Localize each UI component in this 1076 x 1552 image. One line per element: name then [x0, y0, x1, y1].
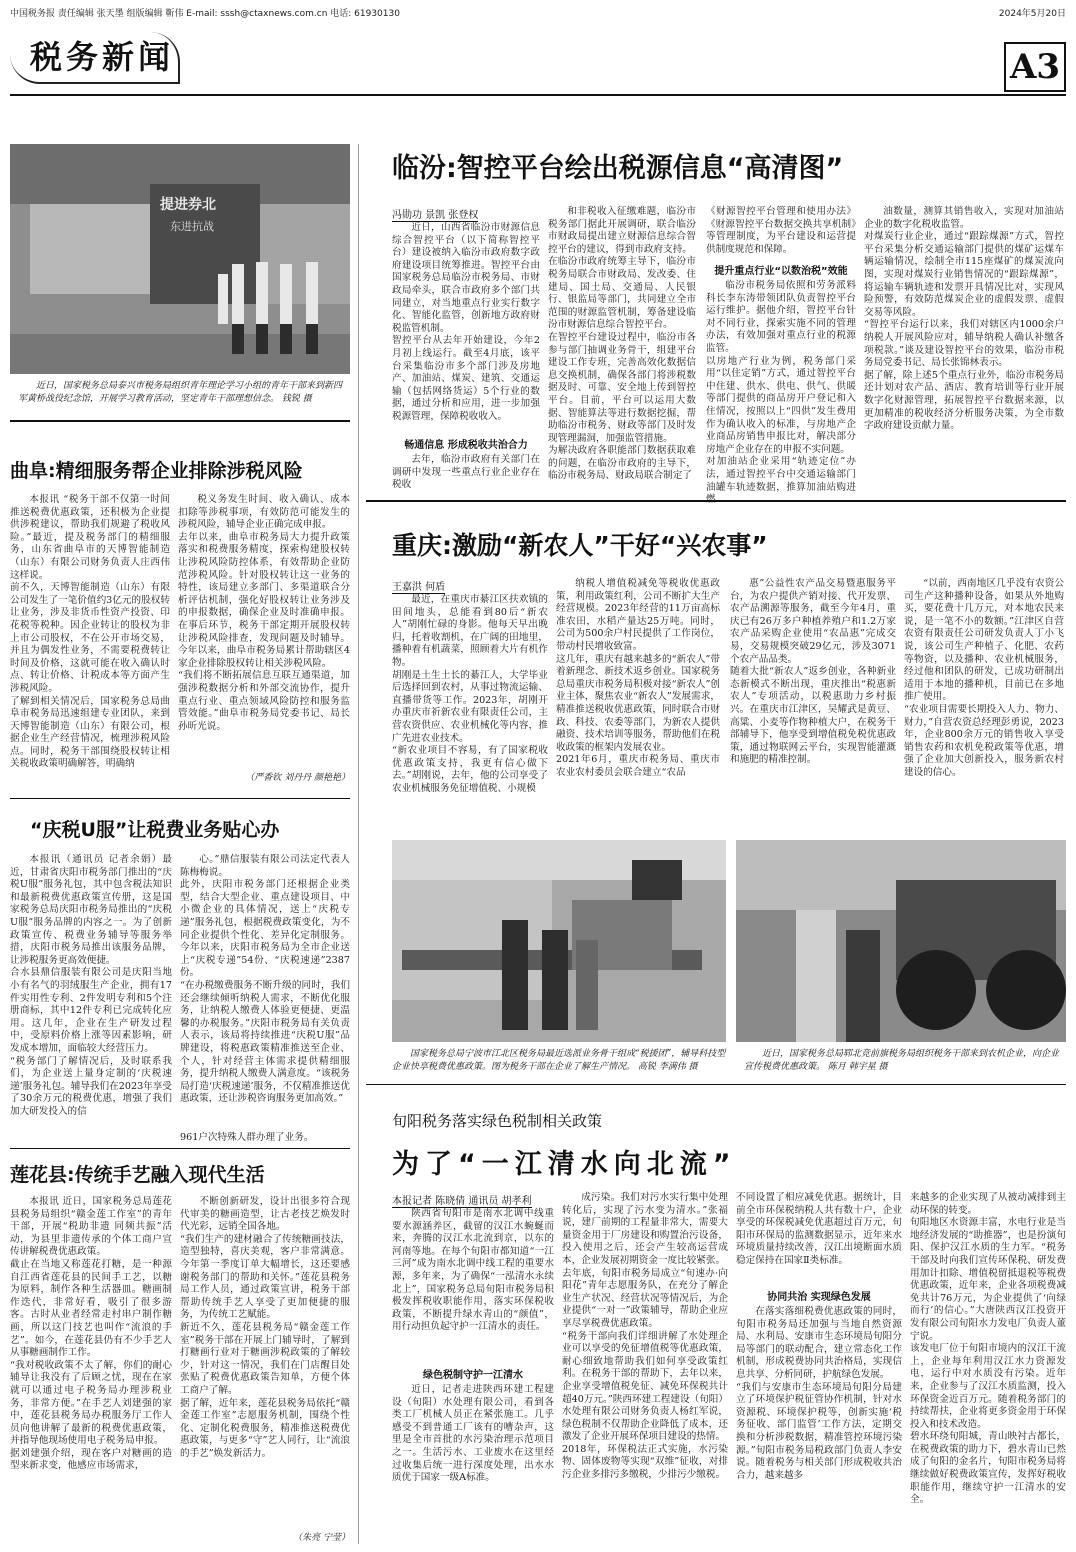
text-qingyang-col2: 心。”鼎信服装有限公司法定代表人陈梅梅说。 此外，庆阳市税务部门还根据企业类型，结合大型企业、重点建设项目、中小微企业的具体情况，送上“庆税专递”服务礼包，根据税费政策变化，为不同企业提供个性化、差异化定制服务。今年以来，庆阳市税务局为全市企业送上“庆税专递”54份、“庆税速递”2387份。 “在办税缴费服务不断升级的同时，我们还会继续倾听纳税人需求，不断优化服务，让纳税人缴费人体验更便捷、更温馨的办税服务。”庆阳市税务局有关负责人表示，该局将持续推进“庆税U服”品牌建设，将税惠政策精准推送至企业、个人，针对经营主体需求提供精细服务，提升纳税人缴费人满意度。“该税务局打造‘庆税速递’服务，不仅精准推送优惠政策，还让涉税咨询服务更加高效。”	[180, 854, 350, 1105]
byline-xunyang: 本报记者 陈晓倩 通讯员 胡孝利	[392, 1192, 532, 1208]
headline-chongqing: 重庆:激励“新农人”干好“兴农事”	[392, 531, 768, 560]
byline-chongqing: 王嘉洪 何盾	[392, 578, 445, 594]
photo1-sign-2: 东进抗战	[170, 220, 214, 233]
masthead-info: 中国税务报 责任编辑 张天墨 组版编辑 靳伟 E-mail: sssh@ctaxnews.com.cn 电话: 61930130	[10, 9, 400, 19]
rule-xunyang	[366, 1084, 1066, 1085]
text-xunyang-col3b: 在落实落细税费优惠政策的同时，旬阳市税务局还加强与当地自然资源局、水利局、安康市生态环境局旬阳分局等部门的联动配合，建立常态化工作机制，形成税费协同共治格局，实现信息共享、分析同研，护航绿色发展。 “我们与安康市生态环境局旬阳分局建立了环境保护税征管协作机制，针对水资源税、环境保护税等，创新实施‘税务征收、部门监管’工作方法，定期交换和分析涉税数据，精准管控环境污染源。”旬阳市税务局税政部门负责人李安说。随着税务与相关部门形成税收共治合力，越来越多	[736, 1306, 902, 1481]
column-divider	[358, 144, 359, 1544]
text-qingyang-col2b: 961户次特殊人群办理了业务。	[180, 1132, 314, 1143]
credit-qufu: （严香钦 刘丹丹 颜艳艳）	[245, 773, 350, 783]
rule-lianhua	[10, 1148, 350, 1149]
rule-chongqing	[366, 500, 1066, 502]
text-xunyang-col1: 陕西省旬阳市是南水北调中线重要水源涵养区，截留的汉江水蜿蜒而来，奔腾的汉江水北流到京，以东的河南等地。在每个旬阳市都知道“一江三河”成为南水北调中线工程的重要水源，多年来，为了确保“一泓清水永续北上”，国家税务总局旬阳市税务局积极发挥税收职能作用，落实环保税收政策，不断提升绿水青山的“颜值”，用行动担负起守护一江清水的责任。	[392, 1208, 554, 1333]
photo-memorial-visit	[10, 144, 350, 374]
text-qingyang-col1: 本报讯（通讯员 记者余娟）最近，甘肃省庆阳市税务部门推出的“庆税U服”服务礼包，其中包含税法知识和最新税费优惠政策宣传册，这是国家税务总局庆阳市税务局推出的“庆税U服”服务品牌的内容之一。为了创新政策宣传、税费业务辅导等服务举措，庆阳市税务局推出该服务品牌，让涉税服务更高效便捷。 合水县鼎信服装有限公司是庆阳当地小有名气的羽绒服生产企业，拥有17件实用性专利、2件发明专利和5个注册商标，其中12件专利已完成转化应用。这几年，企业在生产研发过程中，受原料价格上涨等因素影响，研发成本增加，面临较大经营压力。 “税务部门了解情况后，及时联系我们，为企业送上量身定制的‘庆税速递’服务礼包。辅导我们在2023年享受了30余万元的税费优惠，增强了我们加大研发投入的信	[10, 854, 172, 1117]
text-linfen-col4: 油数量，测算其销售收入，实现对加油站企业的数字化税收监管。 对煤炭行业企业，通过“跟踪煤源”方式，智控平台采集分析交通运输部门提供的煤矿运煤车辆运输情况，绘制全市115座煤矿的煤炭流向图，实现对煤炭行业销售情况的“跟踪煤源”，将运输车辆轨迹和发票开具情况比对，实现风险预警，有效防范煤炭企业的虚假发票、虚假交易等风险。 “智控平台运行以来，我们对辖区内1000余户纳税人开展风险应对，辅导纳税人确认补缴各项税款。”谈及建设智控平台的效果，临汾市税务局党委书记、局长张锦林表示。 据了解，除上述5个重点行业外，临汾市税务局还计划对农产品、酒店、教育培训等行业开展数字化财源管理，拓展智控平台数据来源，以更加精准的税收经济分析服务决策，为全市数字政府建设贡献力量。	[864, 206, 1064, 432]
photo-farm-machinery	[736, 840, 1066, 1042]
photo-factory-visit-image	[392, 840, 726, 1042]
photo-memorial-visit-image	[10, 144, 350, 374]
subhead-xunyang-2: 协同共治 实现绿色发展	[767, 1292, 871, 1303]
rule-qingyang	[10, 798, 350, 799]
text-lianhua-col2: 不断创新研发，设计出很多符合现代审美的糖画造型，让古老技艺焕发时代光彩，远销全国各地。 “我们生产的建材融合了传统糖画技法，造型独特，喜庆美观，客户非常满意。今年第一季度订单大幅增长，这还要感谢税务部门的帮助和关怀。”莲花县税务局工作人员，通过政策宣讲，税务干部帮助传统手艺人享受了更加便捷的服务，为传统工艺赋能。 新近不久，莲花县税务局“赣金莲工作室”税务干部在开展上门辅导时，了解到打糖画行业对于糖画涉税政策的了解较少，针对这一情况，我们在门店醒目处张贴了税费优惠政策告知单，方便个体工商户了解。 据了解，近年来，莲花县税务局依托“赣金莲工作室”志愿服务机制，围绕个性化、定制化税费服务，精准推送税费优惠政策，与更多“守”艺人同行，让“流浪的手艺”焕发新活力。	[180, 1196, 350, 1459]
subhead-xunyang-1: 绿色税制守护一江清水	[423, 1370, 523, 1381]
masthead-line	[10, 6, 1066, 20]
headline-linfen: 临汾:智控平台绘出税源信息“高清图”	[392, 153, 844, 184]
photo3-caption: 近日，国家税务总局郓北竞前旗税务局组织税务干部来到农机企业，向企业宣传税费优惠政策。 陈月 韩宇星 摄	[744, 1049, 1060, 1072]
photo-factory-visit	[392, 840, 726, 1042]
text-linfen-col3: 《财源智控平台管理和使用办法》《财源智控平台数据交换共享机制》等管理制度，为平台建设和运营提供制度规范和保障。	[706, 206, 856, 255]
text-linfen-col1b: 去年，临汾市政府有关部门在调研中发现一些重点行业企业存在税收	[392, 454, 540, 491]
headline-qingyang: “庆税U服”让税费业务贴心办	[30, 819, 280, 841]
section-header	[10, 24, 1066, 96]
text-xunyang-col4: 来越多的企业实现了从被动减排到主动环保的转变。 旬阳地区水资源丰富，水电行业是当地经济发展的“助推器”，也是扮演旬阳、保护汉江水质的生力军。“税务干部及时向我们宣传环保税、研发费用加计扣除、增值税留抵退税等税费优惠政策，近年来，企业各项税费减免共计76万元，为企业提供了‘向绿而行’的信心。”大唐陕西汉江投资开发有限公司旬阳水力发电厂负责人董宁说。 该发电厂位于旬阳市境内的汉江干流上，企业每年利用汉江水力资源发电，运行中对水质没有污染。近年来，企业参与了汉江水质监测，投入环保资金近百万元。随着税务部门的持续帮扶，企业将更多资金用于环保投入和技术改造。 碧水环绕旬阳城，青山映衬古都长，在税费政策的助力下，碧水青山已然成了旬阳的金名片，旬阳市税务局将继续做好税费政策宣传，发挥好税收职能作用，继续守护一江清水的安全。	[910, 1192, 1066, 1506]
text-chongqing-col1: 最近，在重庆市綦江区扶欢镇的田间地头，总能看到80后“新农人”胡刚忙碌的身影。他每天早出晚归，托着收割机，在广阔的田地里，播种着有机蔬菜，照顾着大片有机作物。 胡刚是土生土长的綦江人，大学毕业后选择回到农村，从事过物流运输、直播带货等工作。2023年，胡刚开办重庆市祈新农业有限责任公司，主营农资供应、农业机械化等内容，推广先进农业技术。 “新农业项目不容易，有了国家税收优惠政策支持，我更有信心做下去。”胡刚说，去年，他的公司享受了农业机械服务免征增值税、小规模	[392, 594, 548, 794]
page-number: A3	[1004, 42, 1066, 92]
photo1-sign-1: 提进券北	[160, 197, 216, 213]
text-lianhua-col1: 本报讯 近日，国家税务总局莲花县税务局组织“赣金莲工作室”的青年干部，开展“税助非遗 同频共振”活动，为县里非遗传承的个体工商户宣传讲解税费优惠政策。 截止在当地又称莲花打糖，是一种源自江西省莲花县的民间手工艺，以糖为原料，制作各种生活器皿。糖画制作迭代，非常好看，吸引了很多游客。古时从业者经常走村串户制作糖画，所以这门技艺也叫作“流浪的手艺”。如今，在莲花县仍有不少手艺人从事糖画制作工作。 “我对税收政策不太了解，你们的耐心辅导让我没有了后顾之忧，现在在家就可以通过电子税务局办理涉税业务，非常方便。”在手艺人刘建强的家中，莲花县税务局办税服务厅工作人员向他讲解了最新的税费优惠政策，并指导他现场使用电子税务局申报。 据刘建强介绍，现在客户对糖画的造型来新求变，他感应市场需求，	[10, 1196, 172, 1472]
byline-linfen: 冯勋功 景凯 张登权	[392, 206, 478, 222]
text-qufu-col2: 税义务发生时间、收入确认、成本扣除等涉税事项，有效防范可能发生的涉税风险，辅导企业正确完成申报。 去年以来，曲阜市税务局大力提升政策落实和税费服务精度，探索构建股权转让涉税风险防控体系，有效帮助企业防范涉税风险。针对股权转让这一业务的特性，该局建立多部门、多渠道联合分析评估机制，强化好股权转让业务涉及的申报数据，确保企业及时准确申报。在事后环节，税务干部定期开展股权转让涉税风险排查，发现问题及时辅导。今年以来，曲阜市税务局累计帮助辖区4家企业排除股权转让相关涉税风险。 “我们将不断拓展信息互联互通渠道，加强涉税数据分析和外部交流协作，提升重点行业、重点领域风险防控和服务监管效能。”曲阜市税务局党委书记、局长孙昕光说。	[178, 494, 350, 732]
section-title: 税务新闻	[30, 38, 175, 76]
text-chongqing-col2: 纳税人增值税减免等税收优惠政策，利用政策红利，公司不断扩大生产经营规模。2023年经营的11万亩高标准农田，水稻产量达25万吨。同时，公司为500余户村民提供了工作岗位，带动村民增收致富。 这几年，重庆有越来越多的“新农人”带着新理念、新技术返乡创业。国家税务总局重庆市税务局积极对接“新农人”创业主体，聚焦农业“新农人”发展需求，精准推送税收优惠政策，同时联合市财政、科技、农委等部门，为新农人提供融资、技术培训等服务，帮助他们在税收政策的框架内发展农业。 2021年6月，重庆市税务局、重庆市农业农村委员会联合建立“农品	[556, 578, 720, 778]
photo2-caption: 国家税务总局宁波市江北区税务局最近选派业务骨干组成“税援团”，辅导科技型企业快享税费优惠政策。图为税务干部在企业了解生产情况。 高锐 李满伟 摄	[392, 1049, 726, 1072]
text-chongqing-col4: “以前，西南地区几乎没有农资公司生产这种播种设备，如果从外地购买，要花费十几万元，对本地农民来说，是一笔不小的数额。”江津区自营农资有限责任公司研发负责人丁小飞说，该公司生产种植子、化肥、农药等物资，以及播种、农业机械服务，经过他和团队的研发，已成功研制出适用于本地的播种机，目前已在多地推广使用。 “农业项目需要长期投入人力、物力、财力，”自营农资总经理彭勇说，2023年，企业800余万元的销售收入享受销售农药和农机免税政策等优惠，增强了企业加大创新投入，服务新农村建设的信心。	[904, 578, 1064, 778]
headline-lianhua: 莲花县:传统手艺融入现代生活	[10, 1164, 265, 1186]
headline-qufu: 曲阜:精细服务帮企业排除涉税风险	[10, 460, 303, 482]
text-xunyang-col2: 成污染。我们对污水实行集中处理转化后，实现了污水变为清水。”张福说，建厂前期的工程量非常大，需要大量资金用于厂房建设和购置治污设备，投入使用之后，还会产生较高运营成本，企业发展初期资金一度比较紧张。 去年底，旬阳市税务局成立“旬速办·向阳花”青年志愿服务队，在充分了解企业生产状况、经营状况等情况后，为企业提供“一对一”政策辅导，帮助企业应享尽享税费优惠政策。 “税务干部向我们详细讲解了水处理企业可以享受的免征增值税等优惠政策，耐心细致地帮助我们如何享受政策红利。在税务干部的帮助下，去年以来，企业享受增值税免征、减免环保税共计超40万元。”陕西环建工程建设（旬阳）水处理有限公司财务负责人杨红军说，绿色税制不仅帮助企业降低了成本，还激发了企业开展环保项目建设的热情。 2018年，环保税法正式实施，水污染物、固体废物等实现“双维”征收，对排污企业多排污多缴税，少排污少缴税。	[562, 1192, 728, 1481]
kicker-xunyang: 旬阳税务落实绿色税制相关政策	[392, 1112, 603, 1130]
text-linfen-col2: 和非税收入征缴难题，临汾市税务部门据此开展调研，联合临汾市财政局提出建立财源信息综合智控平台的建议，得到市政府支持。 在临汾市政府统筹主导下，临汾市税务局联合市财政局、发改委、住建局、国土局、交通局、人民银行、银监局等部门，共同建立全市范围的财源监管机制，筹备建设临汾市财源信息综合智控平台。 在智控平台建设过程中，临汾市各参与部门抽调业务骨干，组建平台建设工作专班，完善高效化数据信息交换机制，确保各部门将涉税数据及时、可靠、安全地上传到智控平台。目前，平台可以运用大数据、智能算法等进行数据挖掘，帮助临汾市税务、财政等部门及时发现管理漏洞，加强监管措施。 为解决政府各职能部门数据获取难的问题，在临汾市政府的主导下，临汾市税务局、财政局联合制定了	[548, 206, 696, 482]
subhead-linfen-1: 畅通信息 形成税收共治合力	[404, 440, 528, 451]
rule-qufu	[10, 420, 350, 422]
photo1-caption: 近日，国家税务总局泰兴市税务局组织青年理论学习小组的青年干部来到新四军黄桥战役纪念馆，开展学习教育活动，坚定青年干部理想信念。 钱锐 摄	[18, 381, 343, 404]
credit-lianhua: （朱亮 宁莹）	[293, 1533, 350, 1543]
masthead-date: 2024年5月20日	[998, 9, 1066, 19]
headline-xunyang: 为了“一江清水向北流”	[392, 1149, 737, 1180]
text-linfen-col1: 近日，山西省临汾市财源信息综合智控平台（以下简称智控平台）建设被纳入临汾市政府数字政府建设项目统筹推进。智控平台由国家税务总局临汾市税务局、市财政局牵头，联合市政府多个部门共同建立，对当地重点行业实行数字化、智能化监管，创新地方政府财税监管机制。 智控平台从去年开始建设，今年2月初上线运行。截至4月底，该平台采集临汾市多个部门涉及房地产、加油站、煤炭、建筑、交通运输（包括网络货运）5个行业的数据，通过分析和应用，进一步加强税源管理，保障税收收入。	[392, 222, 540, 422]
text-qufu-col1: 本报讯 “税务干部不仅第一时间推送税费优惠政策，还积极为企业提供涉税建议，帮助我们规避了税收风险。”最近，提及税务部门的精细服务，山东省曲阜市的天博智能制造（山东）有限公司财务负责人庄西伟这样说。 前不久，天博智能制造（山东）有限公司发生了一笔价值约3亿元的股权转让业务，涉及非货币性资产投资、印花税等税种。因企业转让的股权为非上市公司股权，不在公开市场交易，并且为偶发性业务，不需要税费转让时间及价格，这就可能在收入确认时点、转让价格、计税成本等方面产生涉税风险。 了解到相关情况后，国家税务总局曲阜市税务局迅速组建专业团队，来到天博智能制造（山东）有限公司，根据企业生产经营情况，梳理涉税风险点。同时，税务干部围绕股权转让相关税收政策明确解答，明确纳	[10, 494, 170, 770]
text-linfen-col3b: 临汾市税务局依照和劳务派料科长李东涛带领团队负责智控平台运行维护。据他介绍，智控平台针对不同行业，探索实施不同的管理办法，有效加强对重点行业的税源监管。 以房地产行业为例，税务部门采用“以住定销”方式，通过智控平台中住建、供水、供电、供气、供暖等部门提供的商品房开户登记和入住情况，按照以上“四供”发生费用作为确认收入的标准，与房地产企业商品房销售申报比对，解决部分房地产企业存在的申报不实问题。 对加油站企业采用“轨迹定位”办法，通过智控平台中交通运输部门油罐车轨迹数据，推算加油站购进	[706, 280, 856, 493]
text-xunyang-col3: 不同设置了相应减免优惠。据统计，目前全市环保税纳税人共有数十户，企业享受的环保税减免优惠超过百万元，旬阳市环保局的监测数据显示，近年来水环境质量持续改善，汉江出境断面水质稳定保持在国家Ⅱ类标准。	[736, 1192, 902, 1266]
photo-farm-machinery-image	[736, 840, 1066, 1042]
text-chongqing-col3: 惠”公益性农产品交易暨惠服务平台，为农户提供产销对接、代开发票、农产品溯源等服务，截至今年4月，重庆已有26万多户种植养殖户和1.2万家农产品采购企业使用“农品惠”完成交易，交易规模突破29亿元，涉及3071个农产品品类。 随着大批“新农人”返乡创业，各种新业态新模式不断出现，重庆推出“税惠新农人”专项活动，以税惠助力乡村振兴。在重庆市江津区，吴耀武是黄豆、高粱、小麦等作物种植大户，在税务干部辅导下，他享受到增值税免税优惠政策，通过物联网云平台，实现智能灌溉和施肥的精准控制。	[730, 578, 896, 766]
subhead-linfen-2: 提升重点行业“以数治税”效能	[714, 266, 848, 277]
text-xunyang-col1b: 近日，记者走进陕西环建工程建设（旬阳）水处理有限公司，看到各类工厂机械人员正在紧张施工。几乎感受不到普通工厂该有的嘈杂声，这里是全市首批的水污染治理示范项目之一。生活污水、工业废水在这里经过收集后统一进行深度处理，出水水质优于国家一级A标准。	[392, 1384, 554, 1484]
